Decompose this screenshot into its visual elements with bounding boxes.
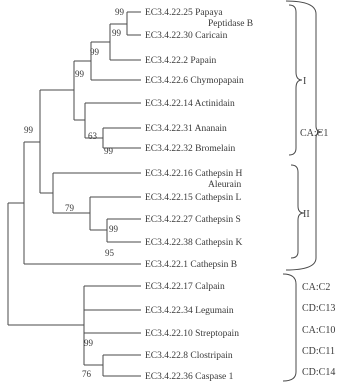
bootstrap-value: 99 <box>24 125 33 135</box>
leaf-label-cathepsin-h: EC3.4.22.16 Cathepsin H <box>145 169 243 179</box>
leaf-label-cathepsin-l: EC3.4.22.15 Cathepsin L <box>145 193 242 203</box>
bootstrap-value: 95 <box>105 248 114 258</box>
leaf-label-cathepsin-b: EC3.4.22.1 Cathepsin B <box>145 260 238 270</box>
group-ii-label: II <box>303 209 310 220</box>
leaf-label-bromelain: EC3.4.22.32 Bromelain <box>145 144 236 154</box>
leaf-label-chymopapain: EC3.4.22.6 Chymopapain <box>145 76 244 86</box>
bootstrap-value: 99 <box>109 224 118 234</box>
leaf-label-papaya-peptidase-b: EC3.4.22.25 Papaya <box>145 8 223 18</box>
bootstrap-value: 99 <box>104 146 113 156</box>
leaf-label-papain: EC3.4.22.2 Papain <box>145 56 217 66</box>
lower-clans-bracket <box>283 274 296 381</box>
bootstrap-value: 99 <box>75 69 84 79</box>
leaf-label-ananain: EC3.4.22.31 Ananain <box>145 124 227 134</box>
group-brackets <box>283 1 331 381</box>
leaf-label-cathepsin-k: EC3.4.22.38 Cathepsin K <box>145 238 243 248</box>
leaf-label-calpain: EC3.4.22.17 Calpain <box>145 282 225 292</box>
leaf-label-clostripain: EC3.4.22.8 Clostripain <box>145 351 233 361</box>
leaf-label-streptopain: EC3.4.22.10 Streptopain <box>145 329 239 339</box>
leaf-label-caricain: EC3.4.22.30 Caricain <box>145 31 228 41</box>
clan-label-cd-c13: CD:C13 <box>302 303 336 314</box>
bootstrap-value: 99 <box>115 7 124 17</box>
bootstrap-value: 99 <box>84 338 93 348</box>
clan-label-cd-c11: CD:C11 <box>302 346 335 357</box>
leaf-labels <box>145 8 253 382</box>
leaf-label-actinidain: EC3.4.22.14 Actinidain <box>145 99 235 109</box>
leaf-label-caspase-1: EC3.4.22.36 Caspase 1 <box>145 372 234 382</box>
leaf-label-cathepsin-s: EC3.4.22.27 Cathepsin S <box>145 215 241 225</box>
clan-label-ca-c2: CA:C2 <box>302 282 331 293</box>
clan-label-ca-c10: CA:C10 <box>302 325 336 336</box>
bootstrap-value: 79 <box>65 203 74 213</box>
bootstrap-value: 76 <box>82 369 91 379</box>
clan-labels <box>302 282 335 378</box>
leaf-label-legumain: EC3.4.22.34 Legumain <box>145 306 234 316</box>
bootstrap-value: 63 <box>88 131 97 141</box>
clan-label-cd-c14: CD:C14 <box>302 367 336 378</box>
clan-c1-label: CA:C1 <box>300 128 329 139</box>
bootstrap-value: 99 <box>90 47 99 57</box>
bootstrap-value: 99 <box>112 28 121 38</box>
leaf-label-aleurain: Aleurain <box>208 180 242 190</box>
group-i-label: I <box>303 76 307 87</box>
leaf-label-papaya-peptidase-b-line2: Peptidase B <box>208 19 254 29</box>
tree-branches <box>8 12 141 376</box>
